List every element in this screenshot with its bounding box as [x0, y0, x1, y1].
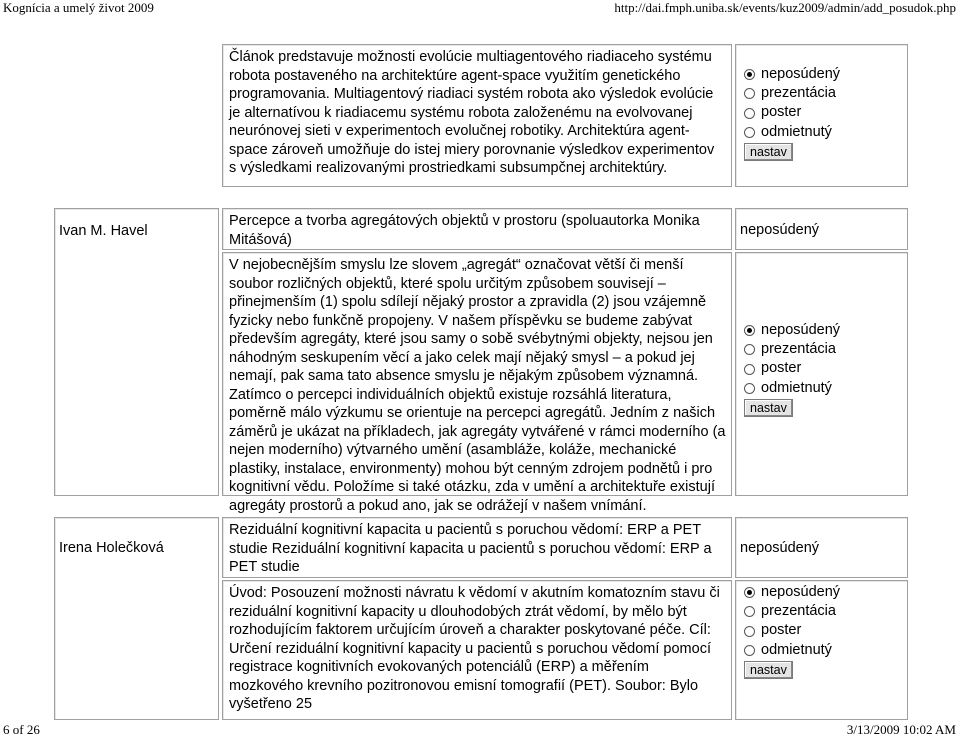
- print-datetime: 3/13/2009 10:02 AM: [846, 722, 956, 737]
- status-cell: [735, 208, 908, 250]
- radio-icon[interactable]: [744, 364, 755, 375]
- option-poster[interactable]: [744, 621, 840, 640]
- review-cell: [735, 44, 908, 187]
- radio-icon[interactable]: [744, 88, 755, 99]
- title-cell: [222, 517, 732, 578]
- author-name: Irena Holečková: [59, 540, 164, 556]
- radio-icon[interactable]: [744, 344, 755, 355]
- option-label: prezentácia: [761, 603, 836, 620]
- option-label: prezentácia: [761, 85, 836, 102]
- option-not-reviewed[interactable]: [744, 583, 840, 602]
- abstract-text: Článok predstavuje možnosti evolúcie multiagentového riadiaceho systému robota postaveného na architektúre agent-space využitím genetického programovania. Multiagentový riadiaci systém robota ako výsledok evolúcie je alternatívou k riadiacemu systému robota založenému na evolvovanej neurónovej sieti v experimentoch evolučnej robotiky. Architektúra agent-space zároveň umožňuje do istej miery porovnanie výsledkov experimentov s výsledkami realizovanými prostriedkami subsumpčnej architektúry.: [229, 49, 715, 176]
- radio-selected-icon[interactable]: [744, 325, 755, 336]
- option-label: neposúdený: [761, 584, 841, 600]
- option-rejected[interactable]: [744, 379, 840, 398]
- option-label: poster: [761, 360, 802, 377]
- abstract-cell: [222, 252, 732, 514]
- radio-icon[interactable]: [744, 645, 755, 656]
- page-number: 6 of 26: [3, 722, 40, 737]
- option-label: odmietnutý: [761, 123, 832, 140]
- option-poster[interactable]: [744, 103, 840, 122]
- option-presentation[interactable]: [744, 602, 840, 621]
- option-label: prezentácia: [761, 341, 836, 358]
- review-cell: [735, 580, 908, 720]
- author-name: Ivan M. Havel: [59, 223, 148, 239]
- status-cell: [735, 517, 908, 578]
- option-presentation[interactable]: [744, 340, 840, 359]
- title-cell: [222, 208, 732, 250]
- option-label: neposúdený: [761, 66, 841, 82]
- radio-icon[interactable]: [744, 383, 755, 394]
- author-cell: [54, 517, 219, 720]
- option-label: odmietnutý: [761, 379, 832, 396]
- review-status: neposúdený: [740, 222, 820, 238]
- option-poster[interactable]: [744, 359, 840, 378]
- radio-icon[interactable]: [744, 127, 755, 138]
- option-not-reviewed[interactable]: [744, 321, 840, 340]
- page-header-url: http://dai.fmph.uniba.sk/events/kuz2009/admin/add_posudok.php: [614, 0, 956, 15]
- review-options: [744, 65, 840, 162]
- set-button[interactable]: nastav: [744, 661, 793, 679]
- paper-title: Reziduální kognitivní kapacita u pacientů s poruchou vědomí: ERP a PET studie Reziduální kognitivní kapacita u pacientů s poruchou vědomí: ERP a PET studie: [229, 522, 712, 575]
- option-label: odmietnutý: [761, 641, 832, 658]
- option-not-reviewed[interactable]: [744, 65, 840, 84]
- option-label: neposúdený: [761, 322, 841, 338]
- review-options: [744, 583, 840, 680]
- set-button[interactable]: nastav: [744, 143, 793, 161]
- author-cell: [54, 208, 219, 496]
- radio-selected-icon[interactable]: [744, 69, 755, 80]
- abstract-cell: [222, 44, 732, 187]
- option-rejected[interactable]: [744, 641, 840, 660]
- review-options: [744, 321, 840, 418]
- review-cell: [735, 252, 908, 496]
- option-rejected[interactable]: [744, 123, 840, 142]
- option-label: poster: [761, 104, 802, 121]
- page-header-title: Kognícia a umelý život 2009: [3, 0, 154, 15]
- abstract-text: Úvod: Posouzení možnosti návratu k vědomí v akutním komatozním stavu či reziduální kognitivní kapacity u dlouhodobých ztrát vědomí, by mělo být rozhodujícím faktorem určujícím úroveň a charakter poskytované péče. Cíl: Určení reziduální kognitivní kapacity u pacientů s poruchou vědomí pomocí registrace kognitivních evokovaných potenciálů (ERP) a měřením mozkového krevního pozitronovou emisní tomografií (PET). Soubor: Bylo vyšetřeno 25: [229, 585, 720, 712]
- radio-selected-icon[interactable]: [744, 587, 755, 598]
- radio-icon[interactable]: [744, 626, 755, 637]
- option-label: poster: [761, 622, 802, 639]
- option-presentation[interactable]: [744, 84, 840, 103]
- abstract-cell: [222, 580, 732, 720]
- review-status: neposúdený: [740, 540, 820, 556]
- set-button[interactable]: nastav: [744, 399, 793, 417]
- radio-icon[interactable]: [744, 108, 755, 119]
- abstract-text: V nejobecnějším smyslu lze slovem „agregát“ označovat větší či menší soubor rozličných objektů, které spolu určitým způsobem souvisejí – přinejmenším (1) spolu sdílejí nějaký prostor a zpravidla (2) jsou vzájemně fyzicky nebo funkčně propojeny. V našem příspěvku se budeme zabývat především agregáty, které jsou samy o sobě svébytnými objekty, nejsou jen náhodným seskupením věcí a jako celek mají nějaký smysl – a pokud jej nemají, pak sama tato absence smyslu je nějakým způsobem významná. Zatímco o percepci individuálních objektů existuje rozsáhlá literatura, poměrně málo výzkumu se orientuje na percepci agregátů. Jedním z našich záměrů je ukázat na příkladech, jak agregáty vytvářené v rámci moderního (a nejen moderního) výtvarného umění (asambláže, koláže, mechanické plastiky, instalace, environmenty) mohou být cenným zdrojem podnětů i pro kognitivní vědu. Položíme si také otázku, zda v umění a architektuře existují agregáty prostorů a pokud ano, jak se odrážejí v našem vnímání.: [229, 257, 726, 514]
- paper-title: Percepce a tvorba agregátových objektů v prostoru (spoluautorka Monika Mitášová): [229, 213, 700, 248]
- radio-icon[interactable]: [744, 606, 755, 617]
